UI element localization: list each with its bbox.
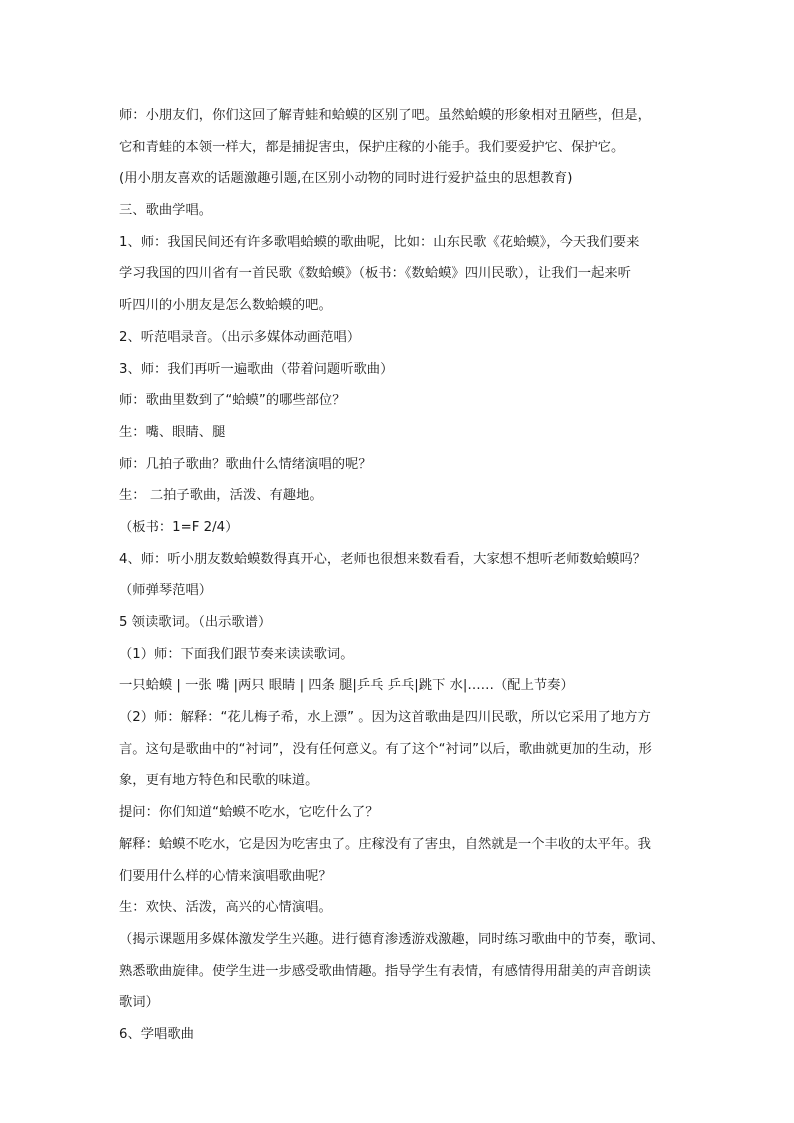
- text-line-6: 学习我国的四川省有一首民歌《数蛤蟆》（板书：《数蛤蟆》四川民歌），让我们一起来听: [119, 266, 631, 282]
- text-line-29: 歌词）: [119, 995, 159, 1011]
- text-line-30: 6、学唱歌曲: [119, 1026, 194, 1042]
- text-line-26: 生：欢快、活泼，高兴的心情演唱。: [119, 900, 332, 916]
- text-line-23: 提问：你们知道“蛤蟆不吃水，它吃什么了？: [119, 805, 379, 821]
- text-line-1: 师：小朋友们，你们这回了解青蛙和蛤蟆的区别了吧。虽然蛤蟆的形象相对丑陋些，但是，: [119, 108, 651, 123]
- text-line-15: 4、师：听小朋友数蛤蟆数得真开心，老师也很想来数看看，大家想不想听老师数蛤蟆吗？: [119, 551, 647, 567]
- text-line-11: 生：嘴、眼睛、腿: [119, 424, 226, 440]
- text-line-28: 熟悉歌曲旋律。使学生进一步感受歌曲情趣。指导学生有表情，有感情得用甜美的声音朗读: [119, 963, 651, 979]
- text-line-13: 生： 二拍子歌曲，活泼、有趣地。: [119, 488, 323, 504]
- text-line-9: 3、师：我们再听一遍歌曲（带着问题听歌曲）: [119, 361, 394, 377]
- text-line-7: 听四川的小朋友是怎么数蛤蟆的吧。: [119, 298, 332, 314]
- text-line-22: 象，更有地方特色和民歌的味道。: [119, 773, 319, 789]
- text-line-18: （1）师：下面我们跟节奏来读读歌词。: [119, 646, 354, 662]
- text-line-25: 们要用什么样的心情来演唱歌曲呢？: [119, 868, 332, 884]
- text-line-27: （揭示课题用多媒体激发学生兴趣。进行德育渗透游戏激趣，同时练习歌曲中的节奏，歌词、: [119, 931, 665, 947]
- section-heading: 三、歌曲学唱。: [119, 203, 213, 219]
- text-line-8: 2、听范唱录音。（出示多媒体动画范唱）: [119, 329, 361, 345]
- text-line-12: 师：几拍子歌曲？歌曲什么情绪演唱的呢？: [119, 456, 372, 472]
- text-line-14: （板书：1=F 2/4）: [119, 519, 239, 535]
- text-line-5: 1、师：我国民间还有许多歌唱蛤蟆的歌曲呢，比如：山东民歌《花蛤蟆》，今天我们要来: [119, 234, 640, 250]
- text-line-2: 它和青蛙的本领一样大，都是捕捉害虫，保护庄稼的小能手。我们要爱护它、保护它。: [119, 139, 625, 155]
- text-line-17: 5 领读歌词。（出示歌谱）: [119, 615, 272, 630]
- text-line-3: (用小朋友喜欢的话题激趣引题,在区别小动物的同时进行爱护益虫的思想教育): [119, 171, 573, 187]
- text-line-21: 言。这句是歌曲中的“衬词”，没有任何意义。有了这个“衬词”以后，歌曲就更加的生动，形: [119, 741, 652, 757]
- text-line-20: （2）师：解释：“花儿梅子希，水上漂” 。因为这首歌曲是四川民歌，所以它采用了地方方: [119, 710, 651, 726]
- text-line-16: （师弹琴范唱）: [119, 583, 213, 599]
- rhythm-line: 一只蛤蟆 | 一张 嘴 |两只 眼睛 | 四条 腿|乒乓 乒乓|跳下 水|……（配上节奏）: [119, 678, 574, 694]
- text-line-10: 师：歌曲里数到了“蛤蟆”的哪些部位？: [119, 393, 346, 409]
- text-line-24: 解释：蛤蟆不吃水，它是因为吃害虫了。庄稼没有了害虫，自然就是一个丰收的太平年。我: [119, 836, 651, 852]
- document-body: [119, 100, 679, 1051]
